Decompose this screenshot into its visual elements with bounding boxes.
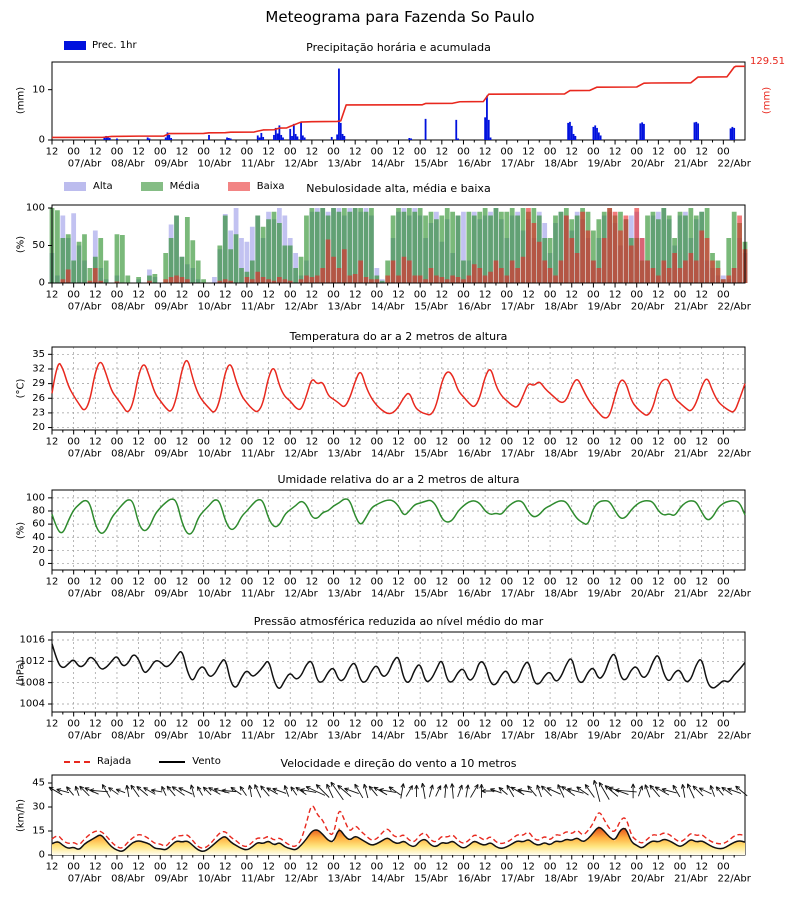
cloud-media-label: Média: [169, 181, 200, 192]
humidity-y-axis-label: (%): [15, 521, 27, 540]
pressure-panel-title: Pressão atmosférica reduzida ao nível médio do mar: [253, 615, 544, 628]
humidity-panel-title: Umidade relativa do ar a 2 metros de altura: [277, 473, 520, 486]
wind-y-axis-label: (km/h): [15, 798, 27, 833]
gust-legend-label: Rajada: [97, 756, 132, 767]
accumulated-y-axis-label: (mm): [761, 86, 773, 115]
pressure-y-axis-label: (hPa): [15, 659, 27, 686]
accumulated-total-annotation: 129.51: [750, 56, 785, 67]
wind-panel-title: Velocidade e direção do vento a 10 metros: [280, 757, 517, 770]
cloud-alta-label: Alta: [93, 181, 113, 192]
cloud-panel-title: Nebulosidade alta, média e baixa: [306, 182, 491, 195]
precip-y-axis-label: (mm): [15, 86, 27, 115]
wind-legend-label: Vento: [192, 756, 221, 767]
precip-panel-title: Precipitação horária e acumulada: [306, 41, 491, 54]
precip-legend-label: Prec. 1hr: [92, 40, 137, 51]
temperature-panel-title: Temperatura do ar a 2 metros de altura: [289, 330, 508, 343]
temperature-y-axis-label: (°C): [15, 378, 27, 399]
cloud-y-axis-label: (%): [15, 235, 27, 254]
figure-title: Meteograma para Fazenda So Paulo: [265, 8, 535, 26]
cloud-baixa-label: Baixa: [256, 181, 285, 192]
